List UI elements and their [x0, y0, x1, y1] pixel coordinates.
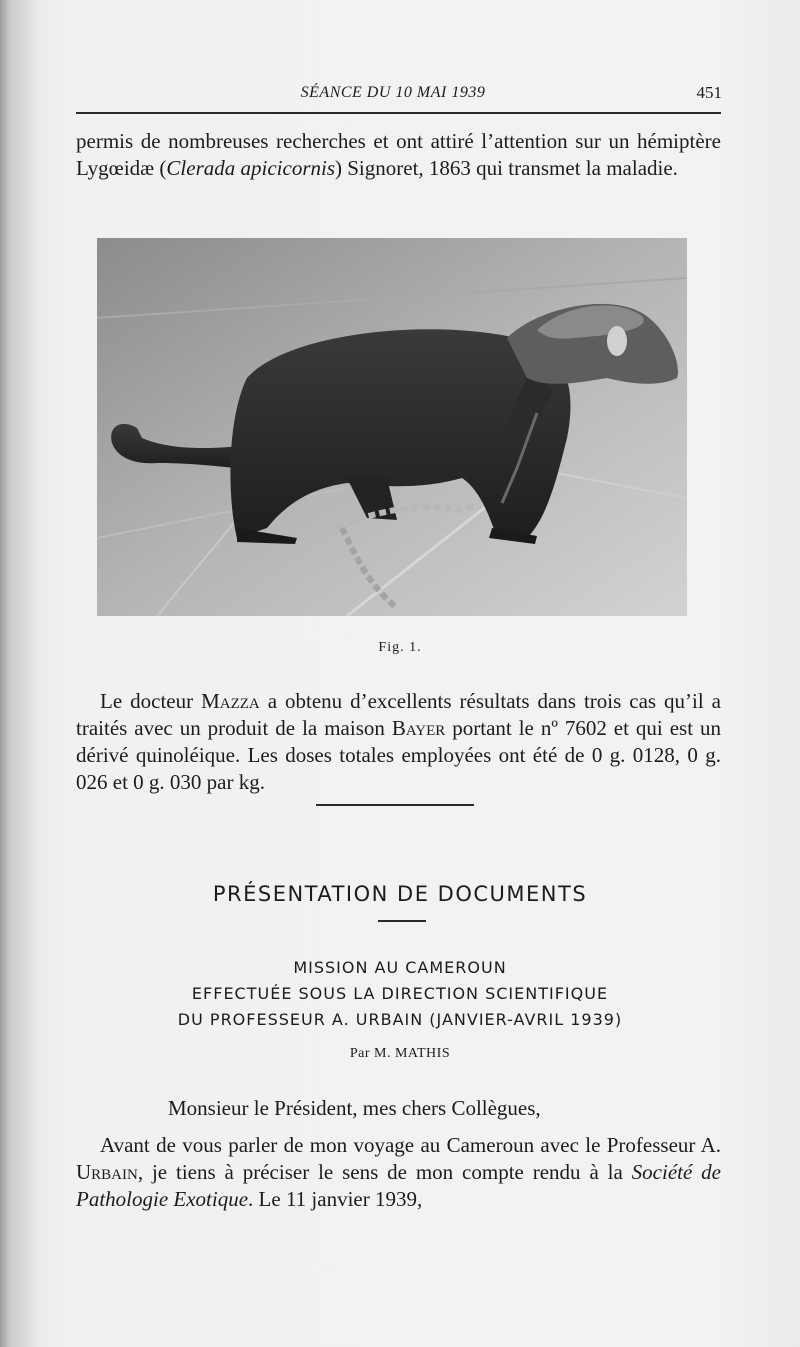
- book-spine-shadow: [0, 0, 14, 1347]
- page-number: 451: [696, 83, 722, 102]
- text-run: portant le nº 7602 et qui est un dérivé quinoléique. Les doses totales employées ont été de 0 g. 0128, 0 g. 026 et 0 g. 030 par kg.: [76, 716, 722, 794]
- text-run: ) Signoret, 1863 qui transmet la maladie.: [335, 156, 678, 180]
- species-name: Clerada apicicornis: [166, 156, 335, 180]
- paragraph-intro: [76, 128, 721, 182]
- running-header: [76, 83, 722, 110]
- greeting: Monsieur le Président, mes chers Collègues,: [168, 1096, 541, 1120]
- figure-photo: [97, 238, 687, 616]
- mission-title-line: MISSION AU CAMEROUN: [293, 958, 507, 977]
- person-name: Mazza: [201, 689, 260, 713]
- animal-photo-illustration: [97, 238, 687, 616]
- society-name: Société de Pathologie Exotique: [76, 1160, 722, 1211]
- section-title: PRÉSENTATION DE DOCUMENTS: [212, 882, 588, 906]
- text-run: a obtenu d’excellents résultats dans trois cas qu’il a traités avec un produit de la maison: [76, 689, 721, 740]
- figure-caption: Fig. 1.: [378, 640, 422, 655]
- text-run: . Le 11 janvier 1939,: [248, 1187, 423, 1211]
- mission-title-line: DU PROFESSEUR A. URBAIN (JANVIER-AVRIL 1939): [177, 1010, 623, 1029]
- section-divider: [316, 804, 474, 806]
- text-run: permis de nombreuses recherches et ont attiré l’attention sur un hémiptère Lygœidæ (: [76, 129, 721, 180]
- paragraph-results: [76, 688, 721, 796]
- text-run: Le docteur: [100, 689, 202, 713]
- running-title: SÉANCE DU 10 MAI 1939: [300, 84, 486, 101]
- author-line: Par M. MATHIS: [349, 1046, 451, 1061]
- company-name: Bayer: [391, 716, 446, 740]
- person-name: Urbain: [76, 1160, 138, 1184]
- text-run: , je tiens à préciser le sens de mon compte rendu à la: [137, 1160, 632, 1184]
- paragraph-opening: [76, 1132, 721, 1213]
- title-underline: [378, 920, 426, 922]
- mission-title-line: EFFECTUÉE SOUS LA DIRECTION SCIENTIFIQUE: [191, 984, 609, 1003]
- header-rule: [76, 112, 721, 114]
- text-run: Avant de vous parler de mon voyage au Cameroun avec le Professeur A.: [100, 1133, 721, 1157]
